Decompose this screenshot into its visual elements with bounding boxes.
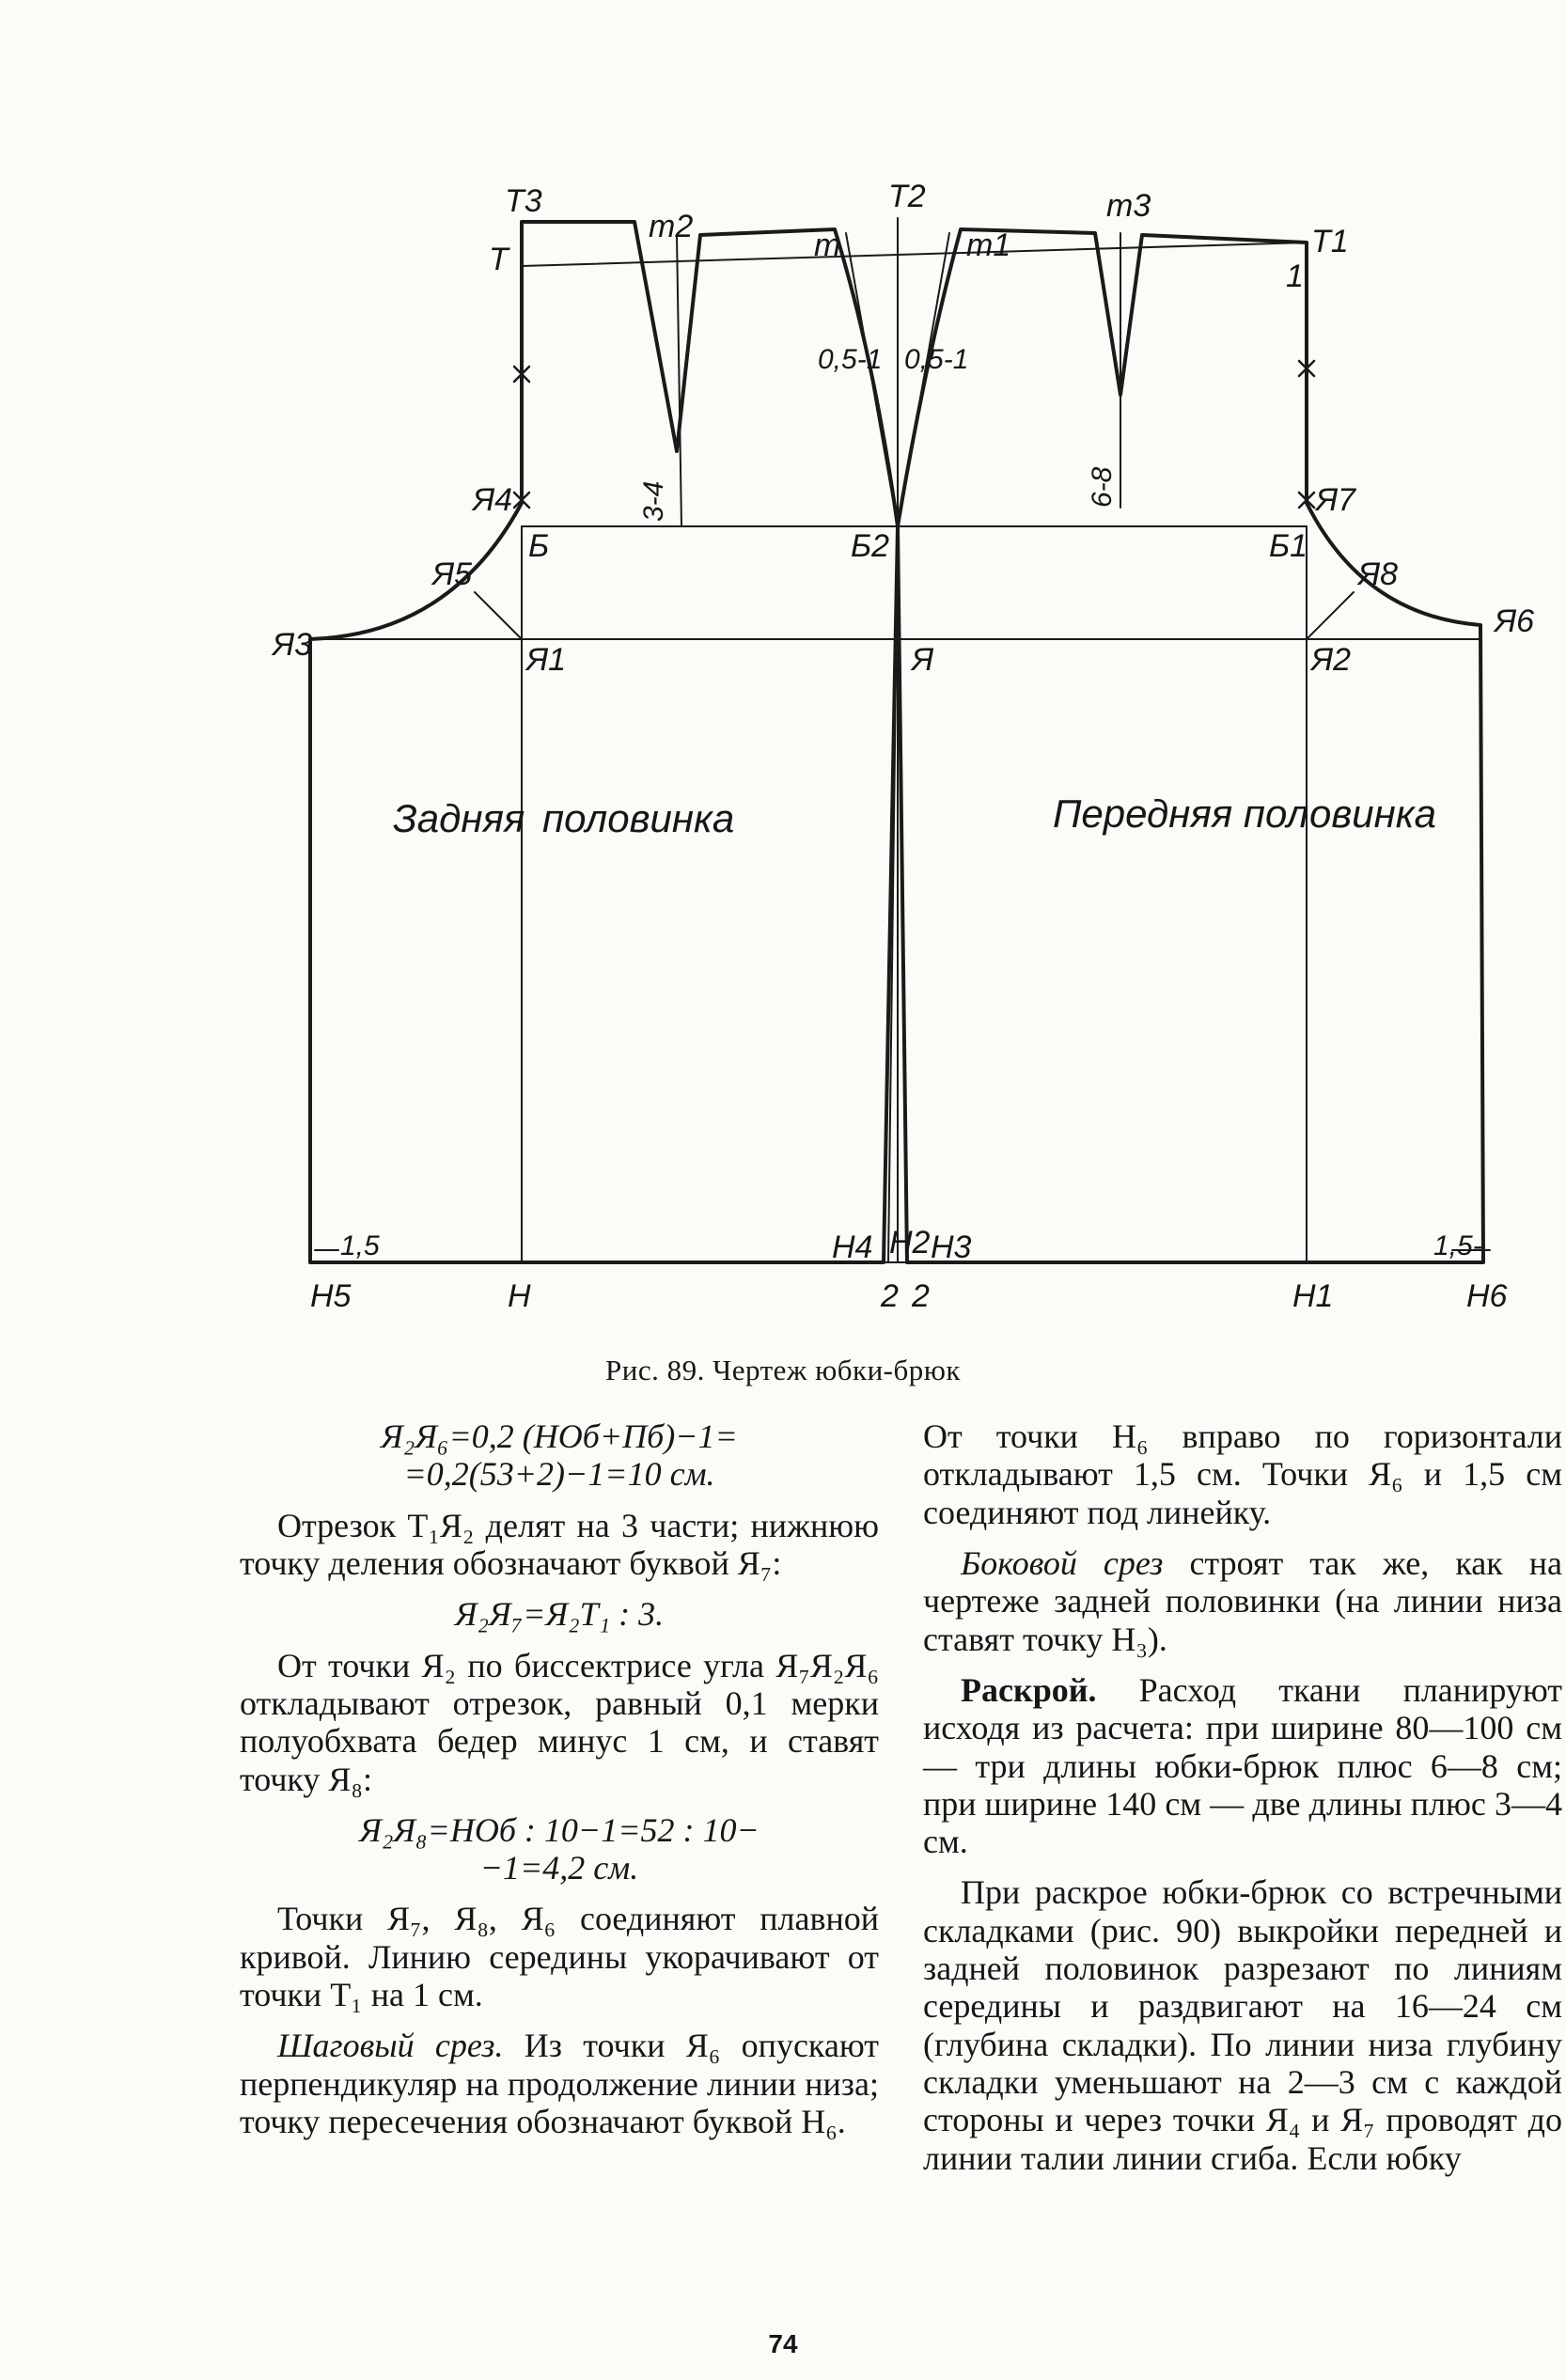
label-2-right: 2 (912, 1278, 930, 1314)
label-Ya5: Я5 (432, 556, 473, 592)
label-m1: m1 (966, 227, 1011, 263)
formula-line: Я₂Я₈=НОб : 10−1=52 : 10− (359, 1810, 760, 1849)
label-Ya: Я (912, 642, 934, 678)
formula-ya2-ya7: Я₂Я₇=Я₂Т₁ : 3. (454, 1595, 665, 1634)
back-dart-depth: 3-4 (638, 480, 669, 522)
formula-ya2-ya8 (240, 1811, 879, 1887)
label-H2: H2 (889, 1225, 931, 1260)
formula-ya2-ya6 (240, 1417, 879, 1494)
paragraph: От точки Я₂ по биссектрисе угла Я₇Я₂Я₆ откладывают отрезок, равный 0,1 мерки полуобхвата бедер минус 1 см, и ставят точку Я₈: (240, 1646, 879, 1798)
front-half-label-2: овинка (1309, 791, 1436, 836)
label-Ya7: Я7 (1316, 482, 1356, 518)
front-half-label-1: Передняя пол (1053, 791, 1309, 836)
section-term: Шаговый срез. (277, 2027, 504, 2065)
back-bisector (475, 592, 522, 639)
label-T3: T3 (505, 183, 542, 219)
label-Ya8: Я8 (1358, 556, 1399, 592)
section-term: Раскрой. (961, 1670, 1097, 1709)
back-half-label-2: половинка (542, 796, 735, 840)
page-number: 74 (768, 2329, 798, 2358)
formula-line: =0,2(53+2)−1=10 см. (403, 1455, 715, 1494)
front-hem-offset-value: 1,5- (1433, 1230, 1482, 1261)
formula-line: −1=4,2 см. (479, 1849, 639, 1887)
front-tuck-width: 0,5-1 (904, 344, 969, 375)
paragraph (923, 1544, 1562, 1658)
label-B2: Б2 (851, 528, 890, 564)
label-H1: H1 (1292, 1278, 1334, 1314)
paragraph: От точки Н₆ вправо по горизонтали откладывают 1,5 см. Точки Я₆ и 1,5 см соединяют под линейку. (923, 1417, 1562, 1531)
back-half-label-1: Задняя (393, 796, 525, 840)
label-H: H (508, 1278, 531, 1314)
figure-caption: Рис. 89. Чертеж юбки-брюк (605, 1354, 961, 1386)
label-H4: H4 (832, 1229, 873, 1265)
label-T: T (489, 242, 509, 277)
front-bisector (1307, 592, 1354, 639)
back-dart-center (677, 235, 681, 526)
label-Ya3: Я3 (273, 627, 313, 663)
label-Ya1: Я1 (526, 642, 567, 678)
section-term: Боковой срез (961, 1543, 1164, 1582)
paragraph: Отрезок Т₁Я₂ делят на 3 части; нижнюю точку деления обозначают буквой Я₇: (240, 1506, 879, 1582)
label-T1: T1 (1311, 224, 1349, 259)
back-hem-offset-value: 1,5 (340, 1230, 380, 1261)
back-outline (310, 222, 898, 1262)
paragraph-text: Расход ткани планируют исходя из расчета: при ширине 80—100 см — три длины юбки-брюк плюс 6—8 см; при ширине 140 см — две длины плюс 3—4 см. (923, 1670, 1562, 1861)
label-H3: H3 (931, 1229, 972, 1265)
paragraph-text: Из точки Я₆ опускают перпендикуляр на продолжение линии низа; точку пересечения обозначают буквой Н₆. (240, 2027, 879, 2140)
label-Ya2: Я2 (1311, 642, 1352, 678)
formula-line: Я₂Я₆=0,2 (НОб+Пб)−1= (381, 1417, 738, 1455)
label-B1: Б1 (1269, 528, 1308, 564)
label-H5: H5 (310, 1278, 352, 1314)
front-dart-depth: 6-8 (1087, 466, 1118, 508)
label-m: m (814, 227, 841, 263)
right-column (923, 1417, 1562, 2190)
label-Ya6: Я6 (1495, 603, 1535, 639)
label-2-left: 2 (881, 1278, 899, 1314)
label-1: 1 (1286, 258, 1304, 294)
paragraph (240, 2027, 879, 2140)
label-Ya4: Я4 (473, 482, 513, 518)
label-m2: m2 (649, 209, 694, 244)
paragraph-text: строят так же, как на чертеже задней половинки (на линии низа ставят точку Н₃). (923, 1543, 1562, 1658)
paragraph: При раскрое юбки-брюк со встречными складками (рис. 90) выкройки передней и задней половинок разрезают по линиям середины и раздвигают на 16—24 см (глубина складки). По линии низа глубину складки уменьшают на 2—3 см с каждой стороны и через точки Я₄ и Я₇ проводят до линии талии линии сгиба. Если юбку (923, 1873, 1562, 2177)
label-m3: m3 (1106, 188, 1151, 224)
paragraph: Точки Я₇, Я₈, Я₆ соединяют плавной кривой. Линию середины укорачивают от точки Т₁ на 1 см. (240, 1900, 879, 2014)
label-H6: H6 (1466, 1278, 1508, 1314)
back-tuck-width: 0,5-1 (818, 344, 883, 375)
left-column (240, 1417, 879, 2153)
front-outline (898, 229, 1483, 1262)
paragraph (923, 1671, 1562, 1861)
label-B: Б (528, 528, 550, 564)
label-T2: T2 (888, 179, 926, 214)
